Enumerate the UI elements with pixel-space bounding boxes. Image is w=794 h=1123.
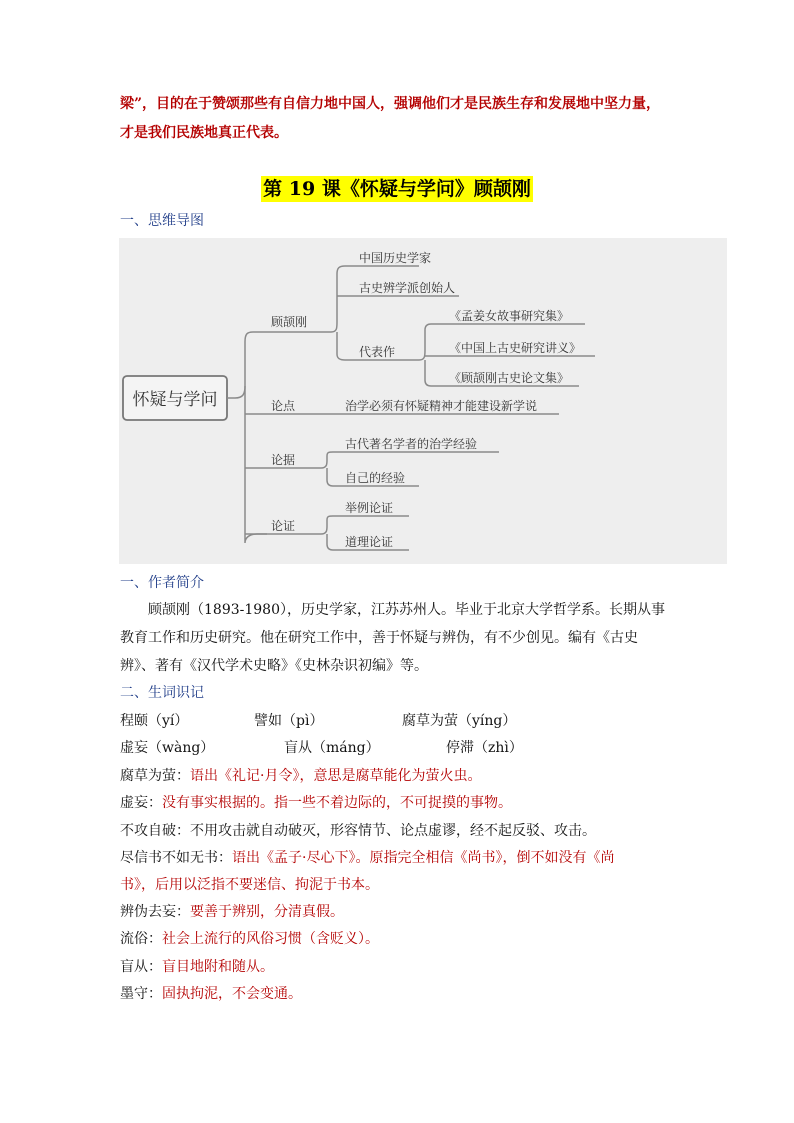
mm-branch-evidence: 论据 bbox=[271, 453, 296, 467]
author-line-1: 顾颉刚（1893-1980），历史学家，江苏苏州人。毕业于北京大学哲学系。长期从事 bbox=[148, 602, 665, 618]
definition-row bbox=[120, 821, 596, 841]
lesson-title-wrap bbox=[0, 176, 794, 202]
lesson-title: 第 19 课《怀疑与学问》顾颉刚 bbox=[263, 178, 531, 200]
definition-term: 流俗： bbox=[120, 931, 162, 947]
pinyin-item: 停滞（zhì） bbox=[446, 740, 523, 756]
definition-term: 腐草为萤： bbox=[120, 768, 190, 784]
definition-term: 墨守： bbox=[120, 986, 162, 1002]
mm-work-2: 《中国上古史研究讲义》 bbox=[449, 341, 582, 355]
pinyin-item: 腐草为萤（yíng） bbox=[402, 713, 517, 729]
mm-work-1: 《孟姜女故事研究集》 bbox=[449, 309, 570, 323]
intro-line-2: 才是我们民族地真正代表。 bbox=[120, 125, 288, 141]
pinyin-item: 盲从（máng） bbox=[284, 740, 380, 756]
section-vocab-heading: 二、生词识记 bbox=[120, 685, 204, 701]
mm-work-3: 《顾颉刚古史论文集》 bbox=[449, 371, 570, 385]
mm-thesis-c1: 治学必须有怀疑精神才能建设新学说 bbox=[345, 399, 538, 413]
definition-row bbox=[120, 902, 344, 922]
definition-term: 尽信书不如无书： bbox=[120, 850, 232, 866]
mm-argument-c2: 道理论证 bbox=[345, 535, 394, 549]
mind-map bbox=[119, 238, 727, 564]
section-author-heading: 一、作者简介 bbox=[120, 575, 204, 591]
definition-term: 盲从： bbox=[120, 959, 162, 975]
definition-term: 虚妄： bbox=[120, 795, 162, 811]
definition-text: 语出《孟子·尽心下》。原指完全相信《尚书》，倒不如没有《尚 bbox=[232, 850, 615, 866]
definition-text: 盲目地附和随从。 bbox=[162, 959, 274, 975]
author-line-2: 教育工作和历史研究。他在研究工作中，善于怀疑与辨伪，有不少创见。编有《古史 bbox=[120, 630, 638, 646]
definition-text: 不用攻击就自动破灭，形容情节、论点虚谬，经不起反驳、攻击。 bbox=[190, 823, 596, 839]
definition-text: 语出《礼记·月令》，意思是腐草能化为萤火虫。 bbox=[190, 768, 482, 784]
intro-line-1: 梁”，目的在于赞颂那些有自信力地中国人，强调他们才是民族生存和发展地中坚力量， bbox=[120, 96, 661, 112]
mm-evidence-c2: 自己的经验 bbox=[345, 471, 406, 485]
definition-text: 固执拘泥，不会变通。 bbox=[162, 986, 302, 1002]
mm-branch-argument: 论证 bbox=[271, 519, 296, 533]
pinyin-item: 譬如（pì） bbox=[254, 713, 324, 729]
mm-branch-author: 顾颉刚 bbox=[271, 315, 308, 329]
definition-row bbox=[120, 793, 512, 813]
definition-continuation: 书》，后用以泛指不要迷信、拘泥于书本。 bbox=[120, 877, 379, 893]
mm-evidence-c1: 古代著名学者的治学经验 bbox=[345, 437, 478, 451]
mm-root: 怀疑与学问 bbox=[132, 390, 218, 410]
definition-row bbox=[120, 984, 302, 1004]
pinyin-item: 虚妄（wàng） bbox=[120, 740, 215, 756]
mm-branch-thesis: 论点 bbox=[271, 399, 296, 413]
mm-argument-c1: 举例论证 bbox=[345, 501, 394, 515]
definition-text: 要善于辨别，分清真假。 bbox=[190, 904, 344, 920]
mm-author-c3: 代表作 bbox=[359, 345, 396, 359]
definition-term: 不攻自破： bbox=[120, 823, 190, 839]
definition-row bbox=[120, 957, 274, 977]
definition-text: 社会上流行的风俗习惯（含贬义）。 bbox=[162, 931, 379, 947]
definition-text: 没有事实根据的。指一些不着边际的，不可捉摸的事物。 bbox=[162, 795, 512, 811]
definition-term: 辨伪去妄： bbox=[120, 904, 190, 920]
definition-row bbox=[120, 848, 614, 868]
section-mindmap-heading: 一、思维导图 bbox=[120, 213, 204, 229]
mm-author-c2: 古史辨学派创始人 bbox=[359, 281, 456, 295]
mm-author-c1: 中国历史学家 bbox=[359, 251, 432, 265]
pinyin-item: 程颐（yí） bbox=[120, 713, 189, 729]
definition-row bbox=[120, 766, 481, 786]
author-line-3: 辨》、著有《汉代学术史略》《史林杂识初编》等。 bbox=[120, 658, 428, 674]
definition-row bbox=[120, 929, 379, 949]
